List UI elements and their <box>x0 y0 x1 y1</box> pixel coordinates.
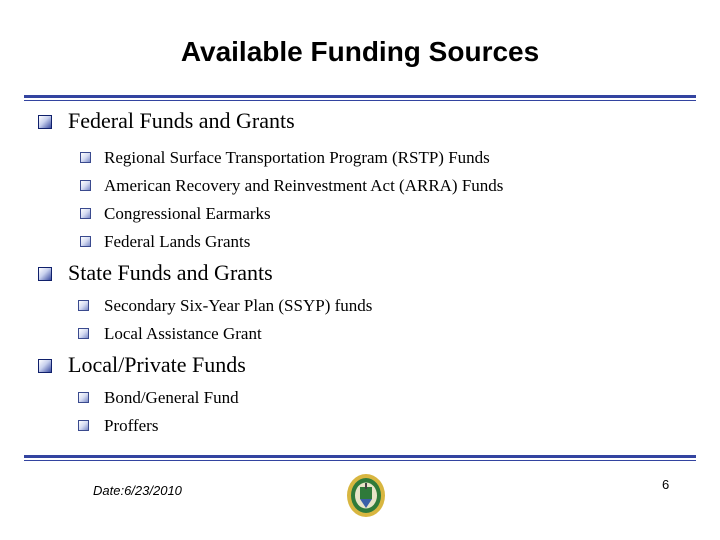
list-item <box>38 200 698 228</box>
section-heading-federal <box>38 108 698 134</box>
list-item <box>38 144 698 172</box>
list-item <box>38 292 698 320</box>
footer-date: Date:6/23/2010 <box>93 483 182 498</box>
list-item <box>38 228 698 256</box>
list-item-label: Secondary Six-Year Plan (SSYP) funds <box>104 296 373 315</box>
square-bullet-icon <box>80 152 91 163</box>
square-bullet-icon <box>80 236 91 247</box>
square-bullet-icon <box>38 359 52 373</box>
bullet-list <box>38 108 698 440</box>
square-bullet-icon <box>78 328 89 339</box>
section-heading-local <box>38 352 698 378</box>
page-number: 6 <box>662 477 670 492</box>
square-bullet-icon <box>80 180 91 191</box>
bottom-divider <box>24 455 696 461</box>
list-item-label: American Recovery and Reinvestment Act (ARRA) Funds <box>104 176 504 195</box>
list-item-label: Federal Lands Grants <box>104 232 251 251</box>
section-heading-label: Local/Private Funds <box>68 352 246 377</box>
slide-title: Available Funding Sources <box>180 36 540 67</box>
square-bullet-icon <box>78 420 89 431</box>
list-item <box>38 384 698 412</box>
square-bullet-icon <box>78 392 89 403</box>
list-item <box>38 412 698 440</box>
section-heading-label: State Funds and Grants <box>68 260 273 285</box>
section-heading-state <box>38 260 698 286</box>
list-item-label: Regional Surface Transportation Program (RSTP) Funds <box>104 148 490 167</box>
top-divider <box>24 95 696 101</box>
list-item-label: Bond/General Fund <box>104 388 239 407</box>
section-heading-label: Federal Funds and Grants <box>68 108 295 133</box>
list-item-label: Congressional Earmarks <box>104 204 271 223</box>
list-item-label: Proffers <box>104 416 159 435</box>
list-item <box>38 172 698 200</box>
list-item <box>38 320 698 348</box>
list-item-label: Local Assistance Grant <box>104 324 262 343</box>
square-bullet-icon <box>80 208 91 219</box>
square-bullet-icon <box>78 300 89 311</box>
square-bullet-icon <box>38 267 52 281</box>
county-seal-logo <box>346 473 386 518</box>
square-bullet-icon <box>38 115 52 129</box>
